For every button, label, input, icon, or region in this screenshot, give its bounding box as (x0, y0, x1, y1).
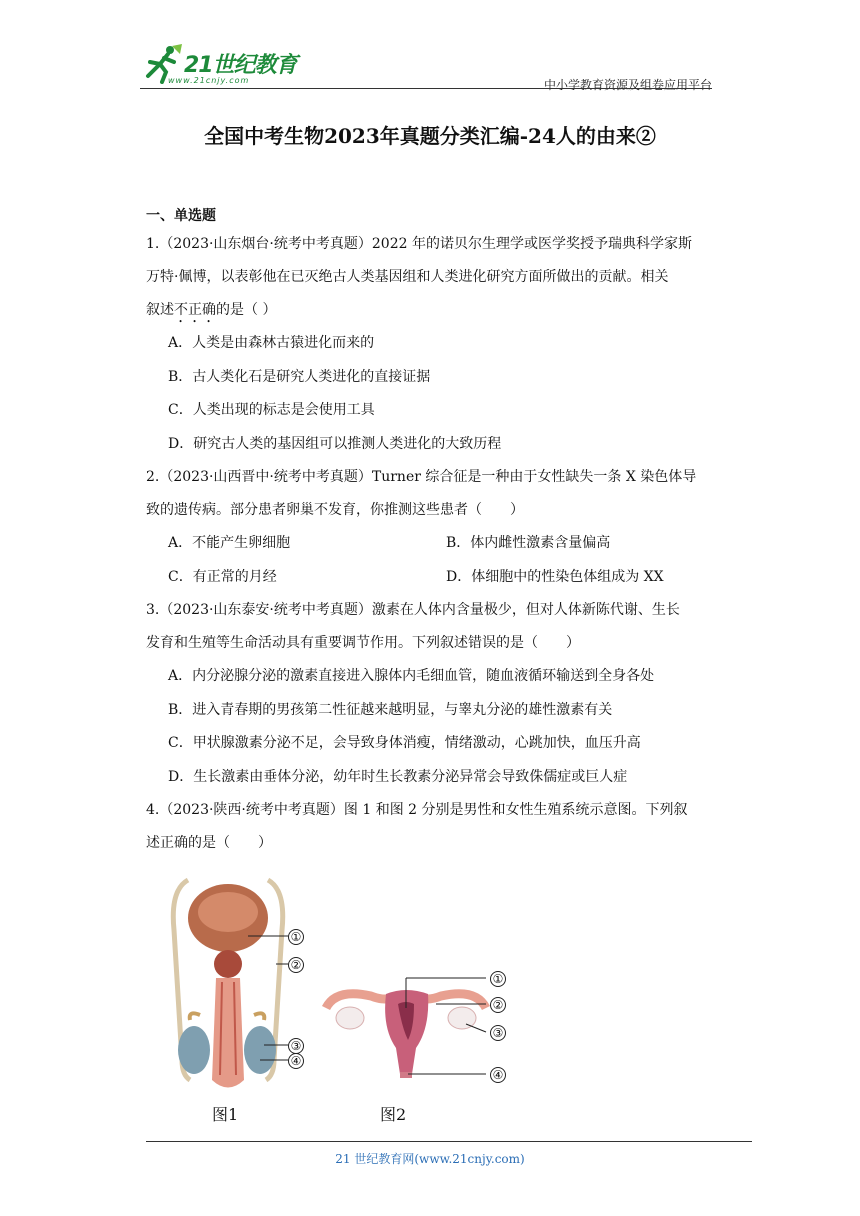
option-b[interactable]: B．进入青春期的男孩第二性征越来越明显，与睾丸分泌的雄性激素有关 (168, 701, 613, 718)
question-text: 万特·佩博，以表彰他在已灭绝古人类基因组和人类进化研究方面所做出的贡献。相关 (146, 269, 669, 285)
header-divider (140, 88, 712, 89)
option-row (146, 527, 726, 561)
question-text: 3.（2023·山东泰安·统考中考真题）激素在人体内含量极少，但对人体新陈代谢、生长 (146, 602, 680, 618)
question-1 (146, 228, 726, 461)
option-b[interactable]: B．古人类化石是研究人类进化的直接证据 (168, 368, 431, 385)
page-title: 全国中考生物2023年真题分类汇编-24人的由来② (204, 124, 656, 148)
footer-divider (146, 1141, 752, 1142)
marker-3: ③ (490, 1025, 506, 1041)
option-c[interactable]: C．人类出现的标志是会使用工具 (168, 402, 375, 418)
header-platform-text: 中小学教育资源及组卷应用平台 (543, 78, 712, 92)
marker-2: ② (490, 997, 506, 1013)
question-4 (146, 794, 726, 860)
option-d[interactable]: D．生长激素由垂体分泌，幼年时生长教素分泌异常会导致侏儒症或巨人症 (168, 768, 628, 785)
option-d[interactable]: D．体细胞中的性染色体组成为 XX (446, 568, 664, 585)
female-reproductive-diagram (316, 968, 506, 1088)
logo-url: www.21cnjy.com (168, 76, 250, 85)
figure-1-label: 图1 (212, 1105, 239, 1124)
male-reproductive-diagram (160, 870, 310, 1090)
question-3 (146, 594, 726, 794)
reproductive-system-figure (160, 870, 520, 1130)
option-d[interactable]: D．研究古人类的基因组可以推测人类进化的大致历程 (168, 435, 502, 452)
figure-2-label: 图2 (380, 1105, 407, 1124)
marker-3: ③ (288, 1038, 304, 1054)
question-2 (146, 461, 726, 594)
marker-4: ④ (490, 1067, 506, 1083)
option-a[interactable]: A．人类是由森林古猿进化而来的 (168, 335, 375, 351)
emphasis-text: 不正确 (174, 302, 216, 318)
marker-2: ② (288, 957, 304, 973)
option-a[interactable]: A．不能产生卵细胞 (168, 535, 291, 551)
question-text: 1.（2023·山东烟台·统考中考真题）2022 年的诺贝尔生理学或医学奖授予瑞典科学家斯 (146, 236, 692, 252)
logo-text: 21世纪教育 (184, 53, 297, 78)
question-text: 致的遗传病。部分患者卵巢不发育，你推测这些患者（ ） (146, 502, 524, 518)
footer-link[interactable]: 21 世纪教育网(www.21cnjy.com) (335, 1152, 525, 1166)
question-list (146, 228, 726, 860)
question-text: 4.（2023·陕西·统考中考真题）图 1 和图 2 分别是男性和女性生殖系统示意图。下列叙 (146, 802, 688, 818)
site-logo (140, 40, 310, 88)
marker-1: ① (490, 971, 506, 987)
question-text-part: 叙述 (146, 302, 174, 318)
section-heading: 一、单选题 (146, 208, 216, 224)
page-header (140, 40, 712, 90)
option-c[interactable]: C．甲状腺激素分泌不足，会导致身体消瘦，情绪激动，心跳加快，血压升高 (168, 735, 641, 751)
marker-4: ④ (288, 1053, 304, 1069)
option-row (146, 561, 726, 595)
question-text-part: 的是（ ） (216, 302, 277, 318)
question-text: 述正确的是（ ） (146, 835, 272, 851)
marker-1: ① (288, 929, 304, 945)
question-text (146, 294, 726, 327)
question-text: 2.（2023·山西晋中·统考中考真题）Turner 综合征是一种由于女性缺失一条 X 染色体导 (146, 469, 697, 485)
option-a[interactable]: A．内分泌腺分泌的激素直接进入腺体内毛细血管，随血液循环输送到全身各处 (168, 668, 655, 684)
option-b[interactable]: B．体内雌性激素含量偏高 (446, 535, 611, 551)
option-c[interactable]: C．有正常的月经 (168, 568, 277, 585)
question-text: 发育和生殖等生命活动具有重要调节作用。下列叙述错误的是（ ） (146, 635, 580, 651)
